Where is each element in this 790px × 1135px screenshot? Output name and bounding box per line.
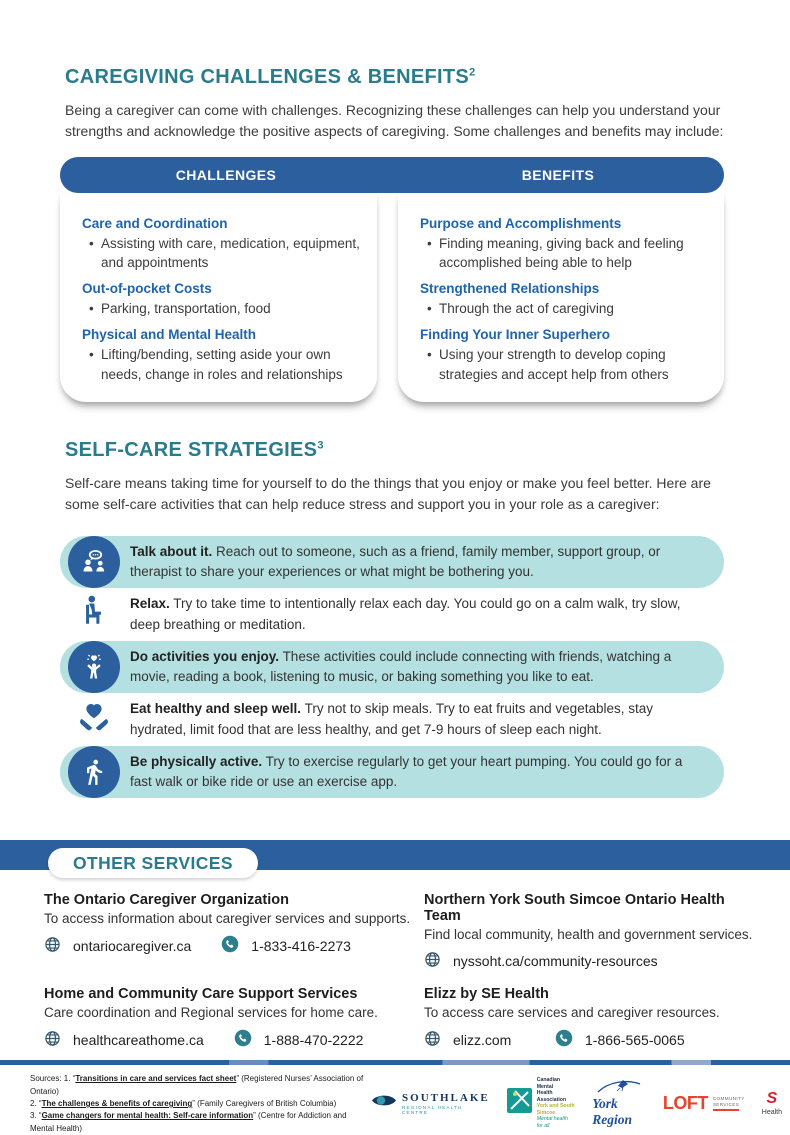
service-name: Elizz by SE Health (424, 986, 549, 1003)
source-link[interactable]: Transitions in care and services fact sheet (75, 1074, 237, 1084)
service-website-link[interactable]: nyssoht.ca/community-resources (453, 953, 658, 970)
service-description: Care coordination and Regional services for home care. (44, 1005, 378, 1021)
service-description: Find local community, health and government services. (424, 927, 753, 943)
service-contacts (44, 935, 424, 956)
column-header-challenges: CHALLENGES (175, 167, 277, 183)
self-care-intro-paragraph: Self-care means taking time for yourself to do the things that you enjoy or make you feel better. Here are some self-care activities that can help reduce stress and support you in your role as a caregiver: (65, 474, 711, 512)
strategy-body: Reach out to someone, such as a friend, family member, support group, or therapist to share your experiences or what might be bothering you. (130, 543, 661, 580)
globe-icon (424, 1030, 441, 1050)
se-health-logo (762, 1091, 782, 1116)
benefit-heading: Strengthened Relationships (420, 281, 600, 297)
strategy-row-relax (60, 588, 724, 641)
cmha-icon (507, 1088, 532, 1118)
challenge-bullet: • Assisting with care, medication, equipment, and appointments (82, 234, 363, 272)
service-description: To access information about caregiver services and supports. (44, 911, 411, 927)
source-text: 3. “ (30, 1111, 42, 1121)
strategy-body: Try to take time to intentionally relax each day. You could go on a calm walk, try slow, deep breathing or meditation. (130, 596, 681, 632)
heart-hands-icon (75, 698, 113, 741)
benefit-heading: Purpose and Accomplishments (420, 216, 622, 231)
source-line (30, 1073, 371, 1098)
footnote-marker-3: 3 (317, 439, 324, 452)
cmha-name-line2: Health Association (536, 1090, 567, 1103)
strategy-icon-wrap (60, 593, 128, 636)
challenge-bullet: • Parking, transportation, food (82, 299, 363, 318)
source-text: ” (Registered Nurses’ Association of Ontario) (30, 1074, 364, 1096)
service-phone-link[interactable]: 1-888-470-2222 (263, 1031, 364, 1048)
challenges-benefits-table (60, 157, 724, 402)
service-contacts (424, 951, 760, 971)
strategy-lead: Be physically active. (130, 753, 263, 769)
service-elizz (424, 986, 760, 1050)
southlake-name: SOUTHLAKE (402, 1091, 490, 1104)
benefits-card (398, 193, 724, 402)
relax-icon (75, 593, 113, 636)
footnote-marker-2: 2 (469, 66, 476, 79)
strategy-text (128, 746, 724, 799)
se-health-mark: S (766, 1089, 778, 1107)
partner-logos (371, 1077, 782, 1129)
challenge-heading: Care and Coordination (82, 216, 228, 231)
loft-name: LOFT (662, 1093, 708, 1114)
footer (0, 1065, 790, 1135)
service-name: The Ontario Caregiver Organization (44, 892, 289, 909)
service-home-community-care (44, 986, 424, 1050)
service-website-link[interactable]: ontariocaregiver.ca (73, 937, 192, 954)
column-header-benefits: BENEFITS (521, 167, 595, 183)
strategy-row-talk (60, 536, 724, 589)
york-kite-icon (596, 1078, 642, 1098)
source-text: ” (Centre for Addiction and Mental Health) (30, 1111, 347, 1133)
strategy-text (128, 693, 724, 746)
challenges-card (60, 193, 377, 402)
benefit-heading: Finding Your Inner Superhero (420, 327, 611, 343)
southlake-eye-icon (371, 1092, 397, 1114)
loft-subtitle-line1: COMMUNITY (712, 1096, 745, 1102)
se-health-name: Health (761, 1108, 782, 1116)
strategy-text (128, 588, 724, 641)
loft-accent-bar (713, 1109, 739, 1111)
southlake-subtitle: REGIONAL HEALTH CENTRE (402, 1104, 463, 1115)
strategy-row-eat-sleep (60, 693, 724, 746)
southlake-logo (371, 1092, 490, 1115)
cmha-tagline: Mental health for all (536, 1116, 568, 1129)
globe-icon (424, 951, 441, 971)
service-phone-link[interactable]: 1-833-416-2273 (251, 937, 351, 954)
section-title-text: SELF-CARE STRATEGIES (65, 438, 318, 461)
service-name: Northern York South Simcoe Ontario Health Team (424, 892, 725, 925)
section-title-challenges-benefits (65, 0, 790, 89)
cmha-logo (507, 1077, 576, 1129)
other-services-band (0, 840, 790, 873)
sources-list (30, 1073, 371, 1135)
source-link[interactable]: Game changers for mental health: Self-care information (41, 1111, 254, 1121)
strategy-icon-wrap (60, 641, 128, 693)
cmha-region: York and South Simcoe (536, 1103, 575, 1116)
cmha-name-line1: Canadian Mental (536, 1077, 561, 1090)
challenges-intro-paragraph: Being a caregiver can come with challenges. Recognizing these challenges can help you understand your strengths and acknowledge the positive aspects of caregiving. Some challenges and benefits may include: (65, 102, 724, 139)
service-contacts (424, 1029, 760, 1050)
benefit-bullet: • Using your strength to develop coping strategies and accept help from others (420, 345, 710, 383)
strategy-body: Try not to skip meals. Try to eat fruits and vegetables, stay hydrated, limit food that are less healthy, and get 7-9 hours of sleep each night. (130, 701, 653, 737)
service-description: To access care services and caregiver resources. (424, 1005, 720, 1021)
strategy-icon-wrap (60, 746, 128, 798)
challenge-heading: Out-of-pocket Costs (82, 281, 212, 297)
section-title-self-care (65, 439, 790, 462)
challenge-heading: Physical and Mental Health (82, 327, 257, 343)
benefit-bullet: • Through the act of caregiving (420, 299, 710, 318)
strategy-row-enjoy (60, 641, 724, 694)
table-body (60, 193, 724, 402)
other-services-title: OTHER SERVICES (73, 852, 233, 873)
phone-icon (555, 1029, 573, 1050)
loft-logo (663, 1094, 745, 1112)
service-name: Home and Community Care Support Services (44, 986, 358, 1003)
service-website-link[interactable]: elizz.com (453, 1031, 512, 1048)
globe-icon (44, 936, 61, 956)
strategy-icon-wrap (60, 698, 128, 741)
phone-icon (221, 935, 239, 956)
service-phone-link[interactable]: 1-866-565-0065 (585, 1031, 685, 1048)
strategy-icon-wrap (60, 536, 128, 588)
strategy-text (128, 536, 724, 589)
section-title-text: CAREGIVING CHALLENGES & BENEFITS (65, 66, 470, 88)
benefit-bullet: • Finding meaning, giving back and feeling accomplished being able to help (420, 234, 710, 272)
loft-subtitle-line2: SERVICES (712, 1102, 740, 1108)
self-care-strategy-list (60, 536, 724, 799)
other-services-title-pill (48, 848, 258, 878)
service-website-link[interactable]: healthcareathome.ca (73, 1031, 204, 1048)
source-text: ” (Family Caregivers of British Columbia) (192, 1099, 337, 1109)
source-text: 2. “ (30, 1099, 42, 1109)
source-line (30, 1110, 371, 1135)
york-region-name: York Region (592, 1096, 633, 1128)
talk-icon (68, 536, 120, 588)
globe-icon (44, 1030, 61, 1050)
enjoy-icon (68, 641, 120, 693)
strategy-lead: Do activities you enjoy. (130, 648, 280, 664)
source-text: Sources: 1. “ (30, 1074, 76, 1084)
service-contacts (44, 1029, 424, 1050)
table-header-bar (60, 157, 724, 193)
source-line (30, 1098, 371, 1110)
strategy-body: These activities could include connecting with friends, watching a movie, reading a book, listening to music, or baking something you like to eat. (130, 648, 672, 685)
york-region-logo (592, 1078, 646, 1128)
strategy-lead: Relax. (130, 596, 170, 612)
strategy-lead: Eat healthy and sleep well. (130, 701, 302, 717)
service-nyss-oht (424, 892, 760, 971)
strategy-body: Try to exercise regularly to get your heart pumping. You could go for a fast walk or bike ride or use an exercise app. (130, 753, 683, 790)
walk-icon (68, 746, 120, 798)
challenge-bullet: • Lifting/bending, setting aside your own needs, change in roles and relationships (82, 345, 363, 383)
source-link[interactable]: The challenges & benefits of caregiving (41, 1099, 193, 1109)
strategy-lead: Talk about it. (130, 543, 213, 559)
strategy-text (128, 641, 724, 694)
service-ontario-caregiver (44, 892, 424, 971)
phone-icon (234, 1029, 252, 1050)
strategy-row-active (60, 746, 724, 799)
services-grid (44, 892, 760, 1050)
